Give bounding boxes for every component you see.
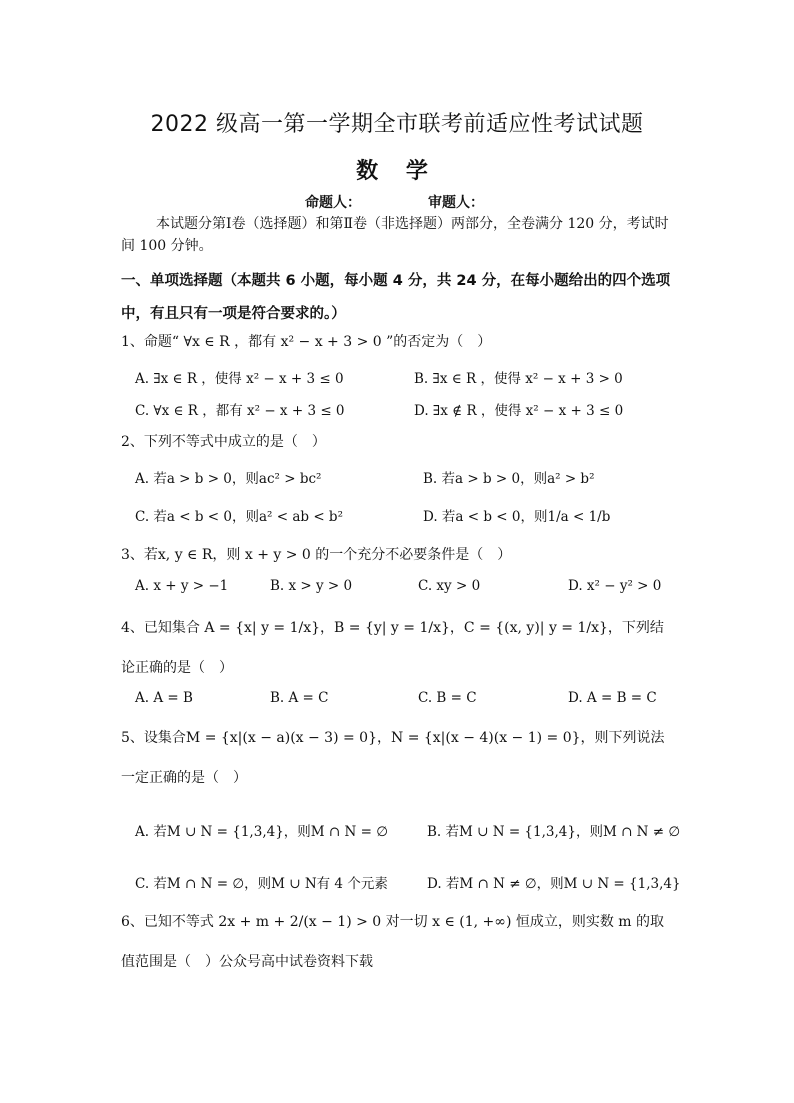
question-4-option-d: D. A = B = C: [568, 690, 657, 706]
question-2-option-b: B. 若a > b > 0，则a² > b²: [423, 471, 595, 487]
exam-title: 2022 级高一第一学期全市联考前适应性考试试题: [150, 112, 644, 137]
question-3-option-c: C. xy > 0: [418, 578, 481, 594]
question-2-stem: 2、下列不等式中成立的是（ ）: [121, 434, 326, 450]
section-heading: 一、单项选择题（本题共 6 小题，每小题 4 分，共 24 分，在每小题给出的四个选项中，有且只有一项是符合要求的。）: [121, 273, 671, 322]
question-2-option-c: C. 若a < b < 0，则a² < ab < b²: [135, 509, 343, 525]
question-1-option-b: B. ∃x ∈ R ，使得 x² − x + 3 > 0: [414, 371, 623, 387]
question-3-option-b: B. x > y > 0: [270, 578, 353, 594]
question-2-option-a: A. 若a > b > 0，则ac² > bc²: [135, 471, 322, 487]
question-5-option-c: C. 若M ∩ N = ∅，则M ∪ N有 4 个元素: [135, 876, 388, 892]
question-5-stem: 5、设集合M = {x|(x − a)(x − 3) = 0}，N = {x|(x − 4)(x − 1) = 0}，则下列说法一定正确的是（ ）: [121, 730, 665, 786]
question-1-option-c: C. ∀x ∈ R ，都有 x² − x + 3 ≤ 0: [135, 403, 345, 419]
setter-label: 命题人：: [305, 195, 361, 211]
question-5-option-b: B. 若M ∪ N = {1,3,4}，则M ∩ N ≠ ∅: [427, 824, 681, 840]
question-2-option-d: D. 若a < b < 0，则1/a < 1/b: [423, 509, 611, 525]
question-4-option-a: A. A = B: [135, 690, 193, 706]
question-1-option-a: A. ∃x ∈ R ，使得 x² − x + 3 ≤ 0: [135, 371, 344, 387]
question-4-option-c: C. B = C: [418, 690, 477, 706]
question-1-stem: 1、命题“ ∀x ∈ R ，都有 x² − x + 3 > 0 ”的否定为（ ）: [121, 334, 492, 350]
question-5-option-d: D. 若M ∩ N ≠ ∅，则M ∪ N = {1,3,4}: [427, 876, 681, 892]
question-4-option-b: B. A = C: [270, 690, 329, 706]
question-5-option-a: A. 若M ∪ N = {1,3,4}，则M ∩ N = ∅: [135, 824, 388, 840]
question-1-option-d: D. ∃x ∉ R ，使得 x² − x + 3 ≤ 0: [414, 403, 624, 419]
question-6-stem: 6、已知不等式 2x + m + 2/(x − 1) > 0 对一切 x ∈ (1, +∞) 恒成立，则实数 m 的取值范围是（ ）公众号高中试卷资料下载: [121, 914, 665, 970]
subject-title: 数 学: [356, 159, 438, 184]
question-3-option-d: D. x² − y² > 0: [568, 578, 662, 594]
question-4-stem: 4、已知集合 A = {x| y = 1/x}，B = {y| y = 1/x}，C = {(x, y)| y = 1/x}，下列结论正确的是（ ）: [121, 620, 664, 676]
question-3-option-a: A. x + y > −1: [135, 578, 229, 594]
reviewer-label: 审题人：: [428, 195, 484, 211]
intro-paragraph: 本试题分第Ⅰ卷（选择题）和第Ⅱ卷（非选择题）两部分，全卷满分 120 分，考试时间 100 分钟。: [121, 216, 669, 254]
question-3-stem: 3、若x, y ∈ R，则 x + y > 0 的一个充分不必要条件是（ ）: [121, 547, 512, 563]
